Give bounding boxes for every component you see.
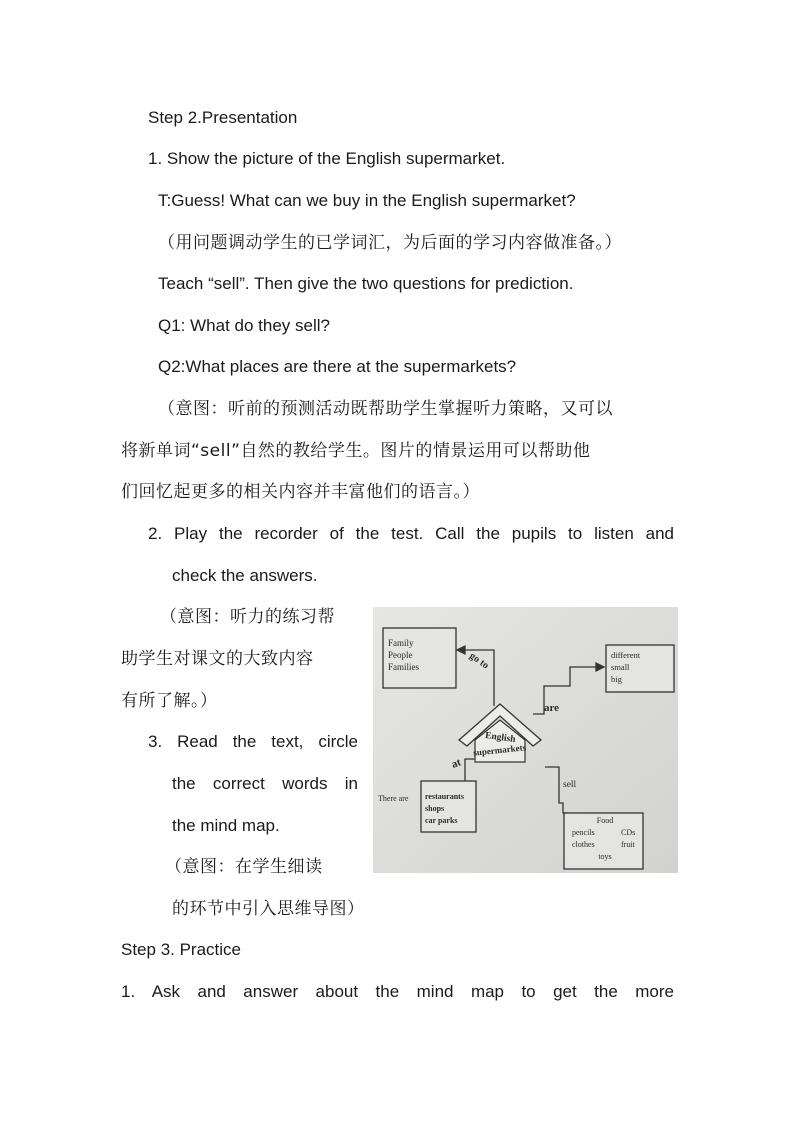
question-1: Q1: What do they sell?: [158, 316, 330, 335]
relation-at: at: [449, 756, 463, 771]
box-places-item-2: shops: [425, 804, 445, 813]
intent-3-line1: （意图：在学生细读: [165, 857, 323, 877]
step2-item2-line2: check the answers.: [172, 566, 318, 585]
step2-heading: Step 2.Presentation: [148, 108, 298, 127]
box-goods-fruit: fruit: [621, 840, 635, 849]
step2-item3-line1: 3. Read the text, circle: [148, 732, 358, 751]
box-adjectives: [606, 645, 674, 692]
center-label-line1: English: [484, 730, 517, 746]
there-are-label: There are: [378, 794, 409, 803]
box-adjectives-item-3: big: [611, 674, 622, 684]
box-goods-food: Food: [596, 816, 614, 825]
mind-map-photo: [373, 607, 678, 873]
relation-sell: sell: [563, 780, 577, 790]
box-places-item-3: car parks: [425, 816, 458, 825]
box-people-item-2: People: [388, 650, 413, 660]
center-label-line2: supermarkets: [472, 742, 527, 758]
step3-heading: Step 3. Practice: [121, 940, 242, 959]
box-goods: [564, 813, 643, 869]
box-people-item-3: Families: [388, 662, 419, 672]
box-adjectives-item-1: different: [611, 650, 641, 660]
step3-item1: 1. Ask and answer about the mind map to get the more: [121, 982, 674, 1001]
step2-item3-line2: the correct words in: [172, 774, 358, 793]
intent-3-line2: 的环节中引入思维导图）: [172, 899, 365, 919]
intent-2-line1: （意图：听力的练习帮: [160, 607, 335, 627]
box-goods-pencils: pencils: [572, 828, 595, 837]
relation-are: are: [544, 702, 560, 714]
step2-item3-line3: the mind map.: [172, 816, 280, 835]
box-people: [383, 628, 456, 688]
relation-go-to: go to: [467, 650, 491, 672]
step2-item1: 1. Show the picture of the English supermarket.: [148, 149, 506, 168]
intent-1-line1: （意图：听前的预测活动既帮助学生掌握听力策略，又可以: [158, 399, 613, 419]
note-vocabulary: （用问题调动学生的已学词汇，为后面的学习内容做准备。）: [158, 233, 622, 253]
box-goods-cds: CDs: [621, 828, 636, 837]
intent-2-line2: 助学生对课文的大致内容: [121, 649, 314, 669]
box-places: [421, 781, 476, 832]
intent-2-line3: 有所了解。）: [121, 691, 218, 711]
box-goods-toys: toys: [598, 852, 612, 861]
question-2: Q2:What places are there at the supermarkets?: [158, 357, 517, 376]
intent-1-line2: 将新单词“sell”自然的教给学生。图片的情景运用可以帮助他: [121, 441, 591, 461]
box-people-item-1: Family: [388, 638, 414, 648]
teach-sell-line: Teach “sell”. Then give the two questions for prediction.: [158, 274, 574, 293]
teacher-guess-line: T:Guess! What can we buy in the English supermarket?: [158, 191, 576, 210]
box-places-item-1: restaurants: [425, 792, 464, 801]
box-goods-clothes: clothes: [572, 840, 595, 849]
step2-item2-line1: 2. Play the recorder of the test. Call the pupils to listen and: [148, 524, 674, 543]
box-adjectives-item-2: small: [611, 662, 630, 672]
intent-1-line3: 们回忆起更多的相关内容并丰富他们的语言。）: [121, 482, 480, 502]
